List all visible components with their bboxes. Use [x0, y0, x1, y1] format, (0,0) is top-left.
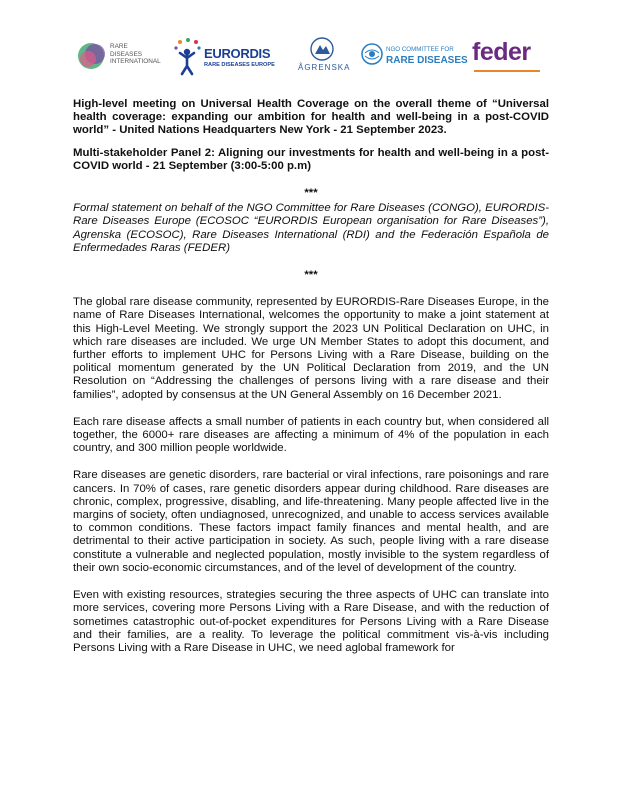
separator-1: ***	[304, 187, 318, 200]
rdi-line2: DISEASES	[110, 50, 142, 58]
document-body	[73, 98, 549, 655]
agrenska-name: ÅGRENSKA	[298, 63, 351, 72]
agrenska-emblem-icon	[308, 36, 336, 62]
document-title: High-level meeting on Universal Health Coverage on the overall theme of “Universal health coverage: expanding our ambition for health and well-being in a post-COVID world” - United Nations Headquarters New York - 21 September 2023.	[73, 98, 549, 137]
formal-statement: Formal statement on behalf of the NGO Committee for Rare Diseases (CONGO), EURORDIS-Rare Diseases Europe (ECOSOC “EURORDIS European organisation for Rare Diseases”), Agrenska (ECOSOC), Rare Diseases International (RDI) and the Federación Española de Enfermedades Raras (FEDER)	[73, 202, 550, 254]
ngo-line2: RARE DISEASES	[386, 55, 468, 66]
ngo-globe-icon	[360, 42, 384, 66]
paragraph-2: Each rare disease affects a small number of patients in each country but, when considered all together, the 6000+ rare diseases are affecting a minimum of 4% of the population in each country, and 300 million people worldwide.	[73, 415, 549, 455]
ngo-committee-logo	[360, 34, 468, 78]
agrenska-logo	[292, 34, 352, 78]
eurordis-name: EURORDIS	[204, 46, 271, 61]
separator-2: ***	[304, 269, 318, 282]
rdi-line3: INTERNATIONAL	[110, 58, 161, 65]
rdi-emblem-icon	[76, 41, 106, 71]
eurordis-tagline: RARE DISEASES EUROPE	[204, 62, 275, 68]
feder-logo	[472, 34, 548, 78]
logo-bar	[70, 34, 550, 78]
feder-underline	[474, 70, 540, 72]
rdi-line1: RARE	[110, 43, 128, 50]
panel-heading: Multi-stakeholder Panel 2: Aligning our investments for health and well-being in a post-COVID world - 21 September (3:00-5:00 p.m)	[73, 146, 549, 172]
ngo-line1: NGO COMMITTEE FOR	[386, 46, 454, 53]
paragraph-3: Rare diseases are genetic disorders, rare bacterial or viral infections, rare poisonings and rare cancers. In 70% of cases, rare genetic disorders appear during childhood. Rare diseases are chronic, complex, progressive, disabling, and life-threatening. Many people affected live in the margins of society, often undiagnosed, unrecognized, and unable to access services available to common conditions. These factors impact family finances and mental health, and are detrimental to their active participation in society. As such, people living with a rare disease constitute a vulnerable and neglected population, mostly invisible to the system regardless of their own socio-economic circumstances, and of the level of development of the country.	[73, 469, 549, 574]
rdi-logo	[70, 34, 166, 78]
paragraph-4: Even with existing resources, strategies securing the three aspects of UHC can translate into more services, covering more Persons Living with a Rare Disease, and with the reduction of sometimes catastrophic out-of-pocket expenditures for Persons Living with a Rare Disease and their families, are a reality. To leverage the political commitment vis-à-vis including Persons Living with a Rare Disease in UHC, we need aglobal framework for	[73, 589, 549, 654]
eurordis-figures-icon	[172, 36, 202, 76]
feder-name: feder	[472, 38, 531, 66]
paragraph-1: The global rare disease community, represented by EURORDIS-Rare Diseases Europe, in the name of Rare Diseases International, welcomes the opportunity to make a joint statement at this High-Level Meeting. We strongly support the 2023 UN Political Declaration on UHC, in which rare diseases are included. We urge UN Member States to adopt this document, and further efforts to implement UHC for Persons Living with a Rare Disease, building on the political momentum generated by the UN Political Declaration from 2019, and the UN Resolution on “Addressing the challenges of persons living with a rare disease and their families”, adopted by consensus at the UN General Assembly on 16 December 2021.	[73, 296, 549, 401]
eurordis-logo	[172, 34, 275, 78]
